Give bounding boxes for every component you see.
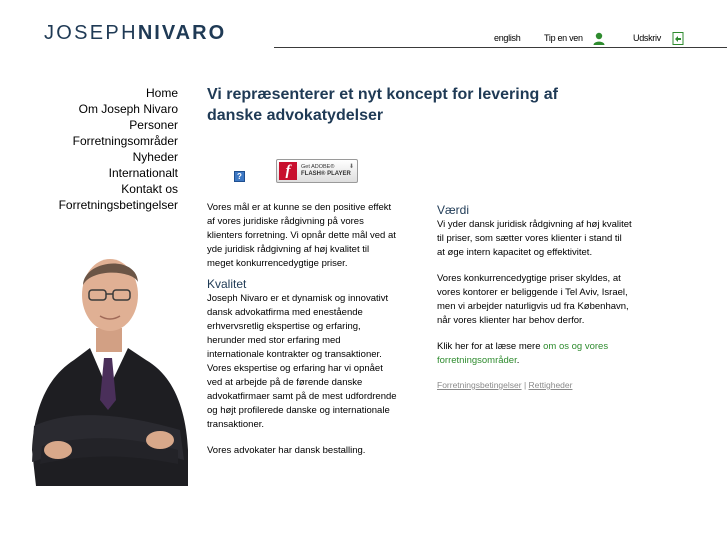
intro-paragraph: Vores mål er at kunne se den positive effekt af vores juridiske rådgivning på vores klienters forretning. Vi opnår dette mål ved at yde juridisk rådgivning af høj kvalitet til meget konkurrencedygtige priser. bbox=[207, 202, 396, 269]
page-headline: Vi repræsenterer et nyt koncept for levering af danske advokatydelser bbox=[207, 86, 558, 124]
flash-logo-icon: f bbox=[279, 162, 297, 180]
sidebar-navigation bbox=[59, 85, 178, 213]
footer-separator: | bbox=[521, 380, 529, 390]
download-arrow-icon: ⬇ bbox=[348, 164, 354, 170]
sidebar-item-news[interactable]: Nyheder bbox=[132, 150, 178, 164]
flash-badge-line1: Get ADOBE® bbox=[301, 164, 335, 170]
sidebar-item-home[interactable]: Home bbox=[145, 86, 178, 100]
quality-paragraph: Joseph Nivaro er et dynamisk og innovativt dansk advokatfirma med enestående erhvervsretlig ekspertise og erfaring, herunder med stor erfaring med internationale kontrakter og transaktioner. Vores ekspertise og erfaring har vi opnået ved at arbejde på de førende danske advokatfirmaer samt på de mest udfordrende og højt profilerede danske og internationale transaktioner. bbox=[207, 293, 397, 430]
read-more-paragraph bbox=[437, 340, 632, 368]
header-divider bbox=[274, 47, 727, 48]
top-navigation bbox=[494, 32, 727, 48]
tip-a-friend-link[interactable]: Tip en ven bbox=[544, 33, 583, 43]
get-flash-player-button[interactable] bbox=[276, 159, 358, 183]
flash-badge-line2: FLASH® PLAYER bbox=[301, 171, 351, 177]
sidebar-item-people[interactable]: Personer bbox=[129, 118, 178, 132]
portrait-photo bbox=[28, 250, 188, 486]
site-logo[interactable] bbox=[44, 22, 226, 44]
value-heading: Værdi bbox=[437, 203, 470, 217]
content-column-right bbox=[437, 203, 632, 392]
print-link[interactable]: Udskriv bbox=[633, 33, 661, 43]
help-icon[interactable]: ? bbox=[234, 171, 245, 182]
footer-links bbox=[437, 378, 632, 392]
sidebar-item-about[interactable]: Om Joseph Nivaro bbox=[78, 102, 178, 116]
read-more-prefix: Klik her for at læse mere bbox=[437, 341, 544, 352]
content-column-left bbox=[207, 201, 397, 458]
sidebar-item-practice-areas[interactable]: Forretningsområder bbox=[72, 134, 178, 148]
value-paragraph: Vi yder dansk juridisk rådgivning af høj kvalitet til priser, som sætter vores klienter i stand til at øge intern kapacitet og effektivitet. bbox=[437, 219, 632, 258]
english-link[interactable]: english bbox=[494, 33, 521, 43]
print-page-icon[interactable] bbox=[672, 32, 684, 45]
price-paragraph: Vores konkurrencedygtige priser skyldes, at vores kontorer er beliggende i Tel Aviv, Israel, men vi arbejder naturligvis ud fra København, når vores klienter har behov derfor. bbox=[437, 273, 629, 326]
logo-first-name: JOSEPH bbox=[44, 22, 138, 44]
person-icon[interactable] bbox=[593, 32, 605, 45]
read-more-link[interactable]: om os og vores forretningsområder bbox=[437, 341, 609, 366]
read-more-suffix: . bbox=[516, 355, 520, 366]
quality-heading: Kvalitet bbox=[207, 277, 247, 291]
logo-last-name: NIVARO bbox=[137, 22, 227, 44]
footer-terms-link[interactable]: Forretningsbetingelser bbox=[437, 380, 522, 390]
sidebar-item-terms[interactable]: Forretningsbetingelser bbox=[58, 198, 178, 212]
sidebar-item-international[interactable]: Internationalt bbox=[108, 166, 178, 180]
closing-paragraph: Vores advokater har dansk bestalling. bbox=[207, 445, 366, 456]
sidebar-item-contact[interactable]: Kontakt os bbox=[121, 182, 178, 196]
footer-rights-link[interactable]: Rettigheder bbox=[528, 380, 573, 390]
